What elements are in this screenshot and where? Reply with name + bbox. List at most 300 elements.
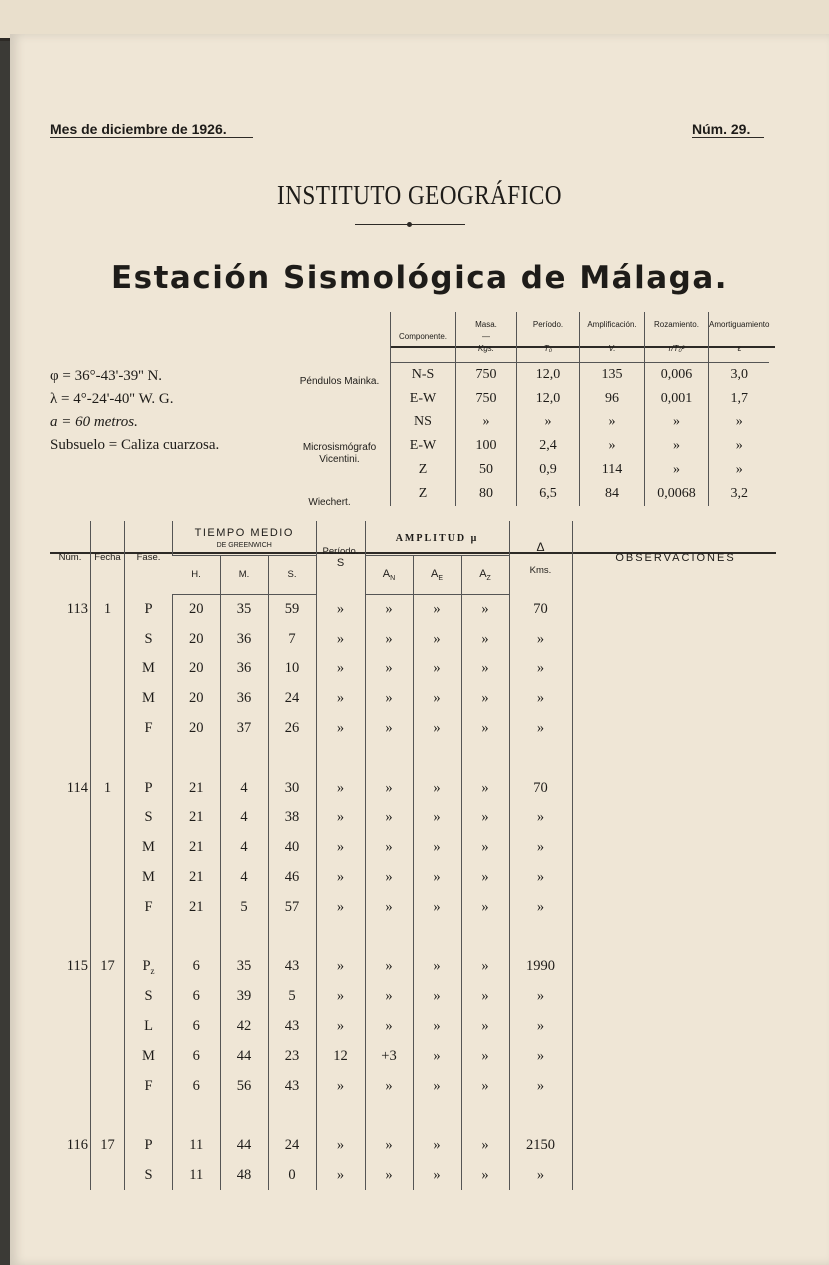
instrument-cell: 114	[580, 458, 645, 482]
table-cell: »	[413, 773, 461, 803]
table-cell	[268, 922, 316, 952]
table-cell	[50, 1161, 91, 1191]
instrument-row	[391, 482, 770, 506]
table-cell	[572, 863, 779, 893]
table-cell: »	[365, 594, 413, 624]
instrument-cell: »	[709, 458, 770, 482]
instrument-cell: 3,0	[709, 363, 770, 387]
table-cell: »	[365, 1131, 413, 1161]
col-amplification: Amplificación. V.	[580, 312, 645, 363]
table-cell: 20	[173, 684, 221, 714]
table-cell: 38	[268, 803, 316, 833]
table-cell	[50, 1041, 91, 1071]
table-cell: 21	[173, 892, 221, 922]
table-row	[50, 803, 779, 833]
table-cell: »	[461, 594, 509, 624]
table-cell: 35	[220, 594, 268, 624]
table-cell: 116	[66, 1137, 88, 1154]
table-cell: »	[509, 1041, 572, 1071]
table-cell: »	[509, 1071, 572, 1101]
table-cell: 1990	[509, 952, 572, 982]
col-periodo: Período. S	[316, 521, 365, 594]
instrument-cell: 1,7	[709, 387, 770, 411]
instrument-cell: NS	[391, 411, 456, 435]
col-h: H.	[173, 556, 221, 594]
table-cell	[461, 922, 509, 952]
table-cell: »	[316, 1012, 365, 1042]
latitude: φ = 36°-43'-39'' N.	[50, 368, 163, 384]
station-title: Estación Sismológica de Málaga.	[110, 260, 729, 296]
table-cell	[91, 1041, 125, 1071]
table-cell: »	[461, 714, 509, 744]
table-cell: »	[461, 982, 509, 1012]
table-cell	[91, 654, 125, 684]
table-cell: »	[461, 1012, 509, 1042]
table-cell	[572, 833, 779, 863]
table-cell: »	[413, 654, 461, 684]
table-cell: »	[509, 803, 572, 833]
table-cell: P	[125, 1131, 173, 1161]
table-cell	[316, 922, 365, 952]
col-delta: Δ Kms.	[509, 521, 572, 594]
table-cell: »	[316, 1161, 365, 1191]
table-cell: S	[125, 803, 173, 833]
table-cell: 43	[268, 952, 316, 982]
col-tiempo: TIEMPO MEDIO DE GREENWICH	[173, 521, 317, 556]
table-cell: »	[316, 833, 365, 863]
table-cell: S	[125, 982, 173, 1012]
table-cell: 36	[220, 684, 268, 714]
table-cell: 36	[220, 654, 268, 684]
table-cell	[572, 1041, 779, 1071]
instrument-cell: 0,9	[517, 458, 580, 482]
table-cell	[572, 982, 779, 1012]
table-cell: »	[461, 1131, 509, 1161]
table-cell: 6	[173, 1012, 221, 1042]
station-coordinates	[50, 365, 219, 457]
table-cell: 17	[91, 952, 125, 982]
table-cell: 44	[220, 1131, 268, 1161]
table-cell	[50, 803, 91, 833]
table-cell: »	[316, 624, 365, 654]
table-cell	[220, 922, 268, 952]
table-cell	[91, 803, 125, 833]
table-row	[50, 624, 779, 654]
institute-title: INSTITUTO GEOGRÁFICO	[277, 180, 562, 210]
table-cell	[413, 922, 461, 952]
table-cell	[572, 892, 779, 922]
table-cell: »	[365, 952, 413, 982]
table-cell: »	[509, 684, 572, 714]
table-cell: 4	[220, 833, 268, 863]
table-cell: »	[509, 833, 572, 863]
table-cell: 11	[173, 1161, 221, 1191]
table-cell: 6	[173, 1041, 221, 1071]
table-cell: S	[125, 1161, 173, 1191]
instrument-table	[390, 312, 769, 506]
table-cell	[125, 743, 173, 773]
table-row	[50, 773, 779, 803]
table-cell: 114	[66, 779, 88, 796]
table-cell: »	[413, 1012, 461, 1042]
col-az: $A_Z$	[461, 556, 509, 594]
table-cell: 1	[91, 773, 125, 803]
group-mainka: Péndulos Mainka.	[299, 376, 380, 387]
instrument-cell: »	[645, 411, 709, 435]
table-cell: P	[125, 773, 173, 803]
instrument-row	[391, 387, 770, 411]
table-cell: M	[125, 833, 173, 863]
table-cell: 6	[173, 1071, 221, 1101]
table-cell: »	[413, 684, 461, 714]
group-vicentini: Microsismógrafo Vicentini.	[302, 442, 377, 465]
table-cell	[268, 743, 316, 773]
table-cell: »	[413, 1131, 461, 1161]
table-cell: »	[316, 714, 365, 744]
table-cell: +3	[365, 1041, 413, 1071]
table-cell: 17	[91, 1131, 125, 1161]
instrument-cell: Z	[391, 458, 456, 482]
table-cell: »	[461, 863, 509, 893]
table-cell: »	[413, 594, 461, 624]
instrument-cell: 2,4	[517, 434, 580, 458]
table-cell: 59	[268, 594, 316, 624]
instrument-cell: 750	[456, 387, 517, 411]
col-amplitud: AMPLITUD μ	[365, 521, 509, 556]
table-cell	[572, 1101, 779, 1131]
instrument-cell: »	[580, 411, 645, 435]
col-damping: Amortiguamiento ε	[709, 312, 770, 363]
instrument-cell: »	[709, 411, 770, 435]
table-cell: »	[413, 982, 461, 1012]
table-cell	[572, 743, 779, 773]
table-cell	[572, 594, 779, 624]
table-row	[50, 1131, 779, 1161]
table-cell	[50, 743, 91, 773]
instrument-cell: 0,0068	[645, 482, 709, 506]
table-cell	[365, 743, 413, 773]
table-cell	[572, 803, 779, 833]
table-cell: »	[316, 594, 365, 624]
table-cell	[91, 1161, 125, 1191]
table-cell: 70	[509, 594, 572, 624]
table-cell: »	[316, 863, 365, 893]
table-cell: »	[365, 773, 413, 803]
table-cell: »	[461, 833, 509, 863]
table-cell: 10	[268, 654, 316, 684]
table-cell: »	[509, 624, 572, 654]
table-cell: »	[316, 952, 365, 982]
table-cell	[91, 743, 125, 773]
table-cell: »	[413, 1071, 461, 1101]
table-cell	[572, 952, 779, 982]
table-cell: »	[316, 892, 365, 922]
table-cell: 20	[173, 654, 221, 684]
table-cell: »	[461, 654, 509, 684]
table-cell: »	[365, 1071, 413, 1101]
col-component: Componente.	[391, 312, 456, 363]
instrument-row	[391, 411, 770, 435]
table-cell: 21	[173, 773, 221, 803]
table-cell	[509, 1101, 572, 1131]
instrument-cell: »	[645, 458, 709, 482]
col-ae: $A_E$	[413, 556, 461, 594]
instrument-row	[391, 363, 770, 387]
table-cell: »	[365, 684, 413, 714]
table-cell	[413, 743, 461, 773]
instrument-cell: E-W	[391, 434, 456, 458]
table-cell: M	[125, 863, 173, 893]
table-cell: 2150	[509, 1131, 572, 1161]
table-cell	[125, 922, 173, 952]
table-cell	[572, 654, 779, 684]
table-cell: 37	[220, 714, 268, 744]
table-cell: 35	[220, 952, 268, 982]
table-cell: »	[509, 863, 572, 893]
table-row	[50, 1041, 779, 1071]
instrument-cell: »	[709, 434, 770, 458]
table-cell	[50, 922, 91, 952]
table-cell	[173, 743, 221, 773]
instrument-cell: 80	[456, 482, 517, 506]
table-cell: 6	[173, 952, 221, 982]
table-row	[50, 1071, 779, 1101]
table-cell: 4	[220, 863, 268, 893]
table-cell: 6	[173, 982, 221, 1012]
table-cell: 115	[66, 958, 88, 975]
table-cell	[50, 1101, 91, 1131]
instrument-cell: 96	[580, 387, 645, 411]
table-cell: 1	[91, 594, 125, 624]
instrument-row	[391, 434, 770, 458]
table-cell	[50, 833, 91, 863]
table-cell: »	[365, 833, 413, 863]
table-cell	[50, 892, 91, 922]
table-cell: $P_z$	[125, 952, 173, 982]
table-cell: »	[365, 803, 413, 833]
table-cell	[91, 982, 125, 1012]
col-num: Núm.	[58, 552, 82, 563]
table-cell	[50, 982, 91, 1012]
table-cell: 21	[173, 833, 221, 863]
table-cell: 4	[220, 803, 268, 833]
table-cell: 11	[173, 1131, 221, 1161]
table-cell: 4	[220, 773, 268, 803]
table-cell	[572, 1012, 779, 1042]
table-row	[50, 833, 779, 863]
table-cell	[50, 863, 91, 893]
table-cell: L	[125, 1012, 173, 1042]
table-row	[50, 684, 779, 714]
table-cell: »	[365, 1012, 413, 1042]
table-cell: 5	[220, 892, 268, 922]
table-cell: 12	[316, 1041, 365, 1071]
table-row	[50, 714, 779, 744]
table-cell: »	[461, 684, 509, 714]
table-cell	[268, 1101, 316, 1131]
altitude: a = 60 metros.	[50, 414, 138, 430]
table-cell	[413, 1101, 461, 1131]
instrument-cell: 6,5	[517, 482, 580, 506]
table-row	[50, 892, 779, 922]
table-cell: 39	[220, 982, 268, 1012]
table-cell: »	[365, 863, 413, 893]
table-cell: »	[461, 1041, 509, 1071]
table-cell: 43	[268, 1071, 316, 1101]
table-cell	[50, 654, 91, 684]
table-cell: P	[125, 594, 173, 624]
table-cell	[572, 624, 779, 654]
table-cell	[91, 624, 125, 654]
table-cell	[173, 922, 221, 952]
table-cell	[572, 714, 779, 744]
table-cell: »	[509, 892, 572, 922]
instrument-cell: 12,0	[517, 387, 580, 411]
table-cell: 5	[268, 982, 316, 1012]
table-cell: »	[316, 654, 365, 684]
col-an: $A_N$	[365, 556, 413, 594]
table-cell: 20	[173, 624, 221, 654]
table-cell: 70	[509, 773, 572, 803]
table-cell: »	[461, 1161, 509, 1191]
table-cell: M	[125, 654, 173, 684]
instrument-cell: 12,0	[517, 363, 580, 387]
table-cell	[125, 1101, 173, 1131]
table-cell	[50, 1071, 91, 1101]
col-period: Período. T₀	[517, 312, 580, 363]
table-cell: »	[413, 952, 461, 982]
col-observaciones: OBSERVACIONES	[572, 521, 779, 594]
table-cell: 26	[268, 714, 316, 744]
table-cell: 20	[173, 594, 221, 624]
instrument-cell: 100	[456, 434, 517, 458]
table-cell: »	[509, 982, 572, 1012]
table-cell: 48	[220, 1161, 268, 1191]
table-cell: F	[125, 714, 173, 744]
table-cell: 42	[220, 1012, 268, 1042]
instrument-cell: 135	[580, 363, 645, 387]
table-row	[50, 982, 779, 1012]
table-cell: »	[509, 654, 572, 684]
table-cell: »	[316, 684, 365, 714]
table-cell: »	[365, 982, 413, 1012]
table-cell: »	[413, 1041, 461, 1071]
table-cell: 0	[268, 1161, 316, 1191]
instrument-cell: »	[517, 411, 580, 435]
table-cell: »	[365, 654, 413, 684]
instrument-cell: »	[580, 434, 645, 458]
instrument-cell: 50	[456, 458, 517, 482]
table-cell: »	[461, 952, 509, 982]
table-cell: »	[461, 803, 509, 833]
table-cell: »	[413, 1161, 461, 1191]
table-cell	[572, 1161, 779, 1191]
table-cell: »	[461, 624, 509, 654]
table-cell	[91, 833, 125, 863]
table-cell	[50, 714, 91, 744]
table-cell: 20	[173, 714, 221, 744]
table-cell	[91, 1101, 125, 1131]
table-cell: 21	[173, 803, 221, 833]
table-cell: 56	[220, 1071, 268, 1101]
table-cell: »	[509, 1012, 572, 1042]
table-cell: »	[365, 714, 413, 744]
table-cell: »	[316, 1071, 365, 1101]
table-cell: »	[509, 714, 572, 744]
table-cell	[509, 743, 572, 773]
table-cell: 21	[173, 863, 221, 893]
instrument-cell: »	[645, 434, 709, 458]
number-header: Núm. 29.	[692, 121, 764, 138]
table-cell: 30	[268, 773, 316, 803]
table-cell: M	[125, 684, 173, 714]
table-row-spacer	[50, 922, 779, 952]
table-cell: »	[316, 803, 365, 833]
table-row-spacer	[50, 743, 779, 773]
table-cell: »	[413, 803, 461, 833]
table-cell: »	[413, 714, 461, 744]
table-cell	[220, 743, 268, 773]
table-row	[50, 1161, 779, 1191]
table-cell: 44	[220, 1041, 268, 1071]
instrument-cell: 750	[456, 363, 517, 387]
col-m: M.	[220, 556, 268, 594]
table-cell: 40	[268, 833, 316, 863]
col-fecha: Fecha	[91, 521, 125, 594]
instrument-cell: N-S	[391, 363, 456, 387]
table-row	[50, 1012, 779, 1042]
table-cell	[173, 1101, 221, 1131]
table-cell: 57	[268, 892, 316, 922]
table-cell	[316, 1101, 365, 1131]
table-cell: »	[413, 624, 461, 654]
col-fase: Fase.	[125, 521, 173, 594]
table-cell	[572, 922, 779, 952]
table-cell: M	[125, 1041, 173, 1071]
table-cell	[365, 922, 413, 952]
table-cell	[91, 863, 125, 893]
table-cell	[91, 922, 125, 952]
table-cell	[461, 1101, 509, 1131]
month-header: Mes de diciembre de 1926.	[50, 121, 253, 138]
table-row-spacer	[50, 1101, 779, 1131]
table-cell: 23	[268, 1041, 316, 1071]
table-cell	[91, 892, 125, 922]
table-cell	[220, 1101, 268, 1131]
table-cell: »	[365, 892, 413, 922]
table-cell	[50, 684, 91, 714]
table-row	[50, 952, 779, 982]
col-s: S.	[268, 556, 316, 594]
table-cell: »	[413, 863, 461, 893]
table-cell: F	[125, 892, 173, 922]
table-row	[50, 594, 779, 624]
table-row	[50, 863, 779, 893]
table-cell: 24	[268, 1131, 316, 1161]
table-cell: »	[461, 1071, 509, 1101]
observations-table	[50, 521, 779, 1190]
table-cell	[509, 922, 572, 952]
group-wiechert: Wiechert.	[308, 497, 351, 508]
instrument-cell: 0,006	[645, 363, 709, 387]
table-cell	[461, 743, 509, 773]
instrument-cell: 3,2	[709, 482, 770, 506]
table-cell: »	[316, 1131, 365, 1161]
table-cell	[50, 1012, 91, 1042]
table-cell: »	[316, 773, 365, 803]
table-cell	[572, 773, 779, 803]
table-cell	[91, 684, 125, 714]
